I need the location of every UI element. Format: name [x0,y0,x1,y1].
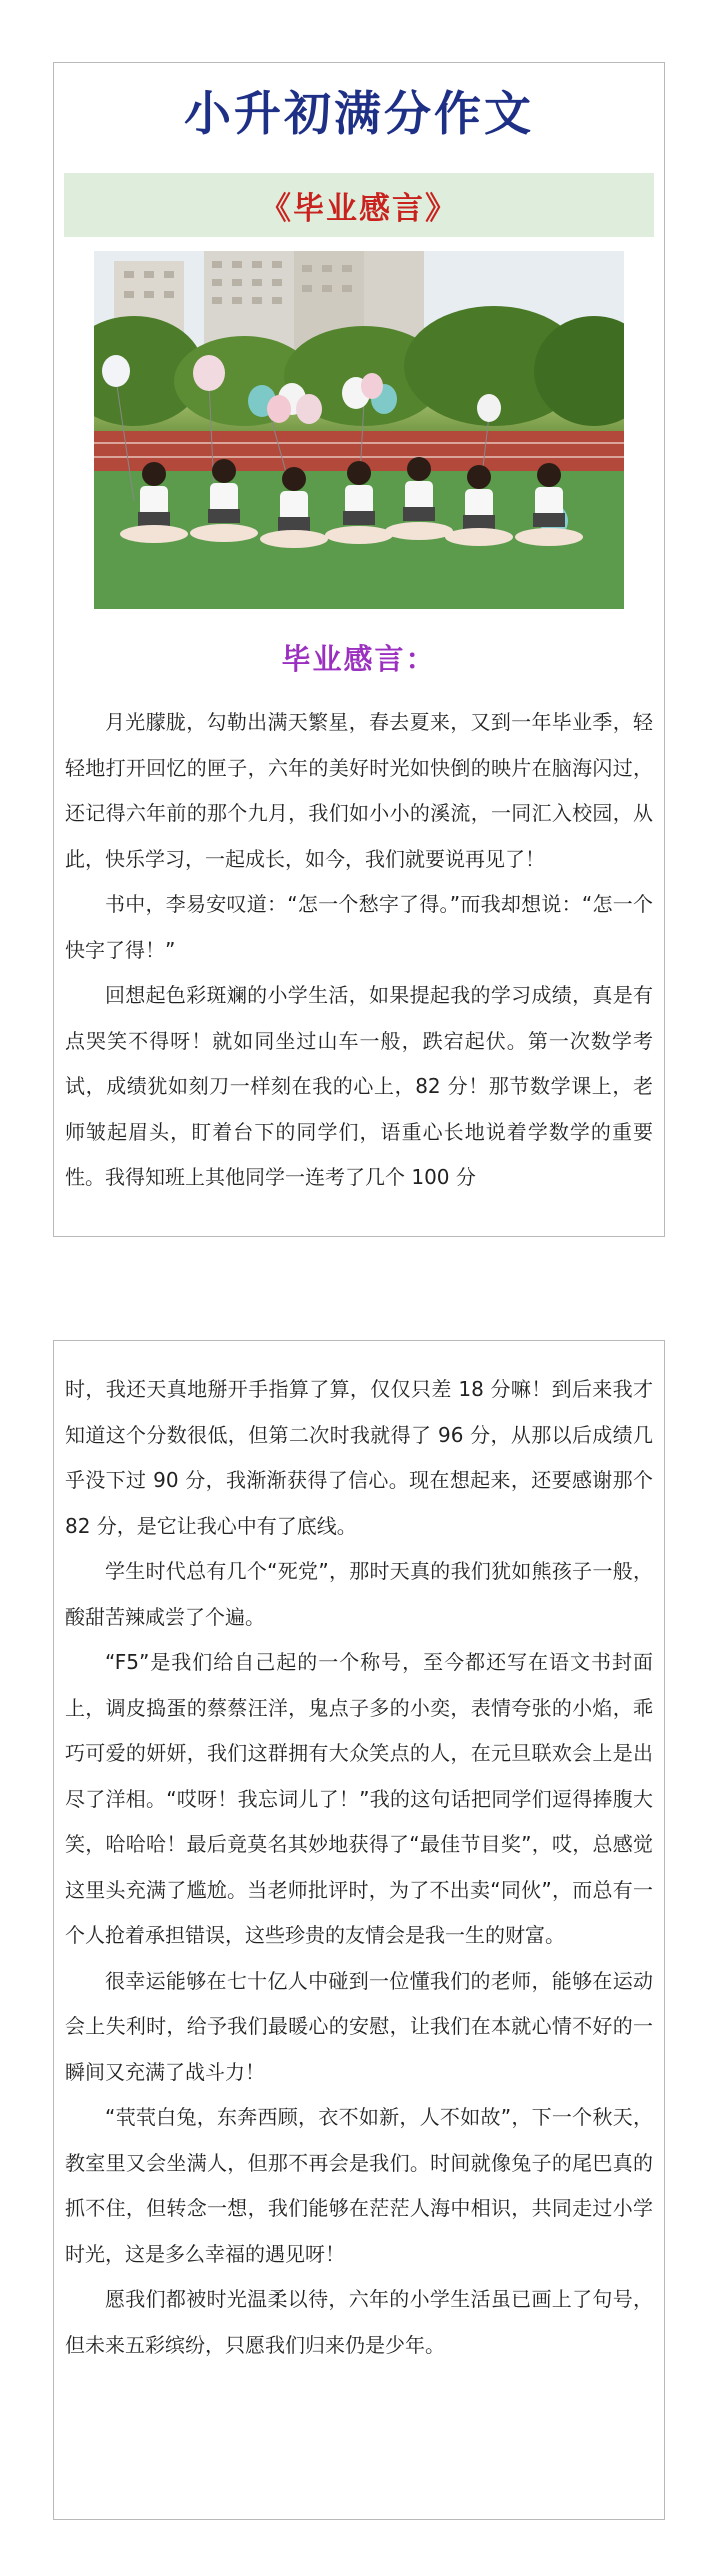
paragraph: 回想起色彩斑斓的小学生活，如果提起我的学习成绩，真是有点哭笑不得呀！就如同坐过山车一般，跌宕起伏。第一次数学考试，成绩犹如刻刀一样刻在我的心上，82 分！那节数学课上，老师皱起眉头，盯着台下的同学们，语重心长地说着学数学的重要性。我得知班上其他同学一连考了几个 100 分 [65,983,653,1189]
paragraph: 很幸运能够在七十亿人中碰到一位懂我们的老师，能够在运动会上失利时，给予我们最暖心的安慰，让我们在本就心情不好的一瞬间又充满了战斗力！ [65,1968,653,2084]
paragraph: 书中，李易安叹道：“怎一个愁字了得。”而我却想说：“怎一个快字了得！” [65,892,653,962]
paragraph: “F5”是我们给自己起的一个称号，至今都还写在语文书封面上，调皮捣蛋的蔡蔡汪洋，鬼点子多的小奕，表情夸张的小焰，乖巧可爱的妍妍，我们这群拥有大众笑点的人，在元旦联欢会上是出尽了洋相。“哎呀！我忘词儿了！”我的这句话把同学们逗得捧腹大笑，哈哈哈！最后竟莫名其妙地获得了“最佳节目奖”，哎，总感觉这里头充满了尴尬。当老师批评时，为了不出卖“同伙”，而总有一个人抢着承担错误，这些珍贵的友情会是我一生的财富。 [65,1650,653,1947]
section-heading: 毕业感言： [281,642,437,676]
article-page-1 [53,62,665,1237]
page-title: 小升初满分作文 [184,87,534,142]
paragraph: 学生时代总有几个“死党”，那时天真的我们犹如熊孩子一般，酸甜苦辣咸尝了个遍。 [65,1559,653,1629]
article-subtitle: 《毕业感言》 [260,190,458,227]
paragraph: “茕茕白兔，东奔西顾，衣不如新，人不如故”，下一个秋天，教室里又会坐满人，但那不再会是我们。时间就像兔子的尾巴真的抓不住，但转念一想，我们能够在茫茫人海中相识，共同走过小学时光，这是多么幸福的遇见呀！ [65,2105,653,2266]
paragraph: 月光朦胧，勾勒出满天繁星，春去夏来，又到一年毕业季，轻轻地打开回忆的匣子，六年的美好时光如快倒的映片在脑海闪过，还记得六年前的那个九月，我们如小小的溪流，一同汇入校园，从此，快乐学习，一起成长，如今，我们就要说再见了！ [65,710,653,871]
paragraph-continuation: 时，我还天真地掰开手指算了算，仅仅只差 18 分嘛！到后来我才知道这个分数很低，但第二次时我就得了 96 分，从那以后成绩几乎没下过 90 分，我渐渐获得了信心。现在想起来，还要感谢那个 82 分，是它让我心中有了底线。 [65,1377,653,1538]
subtitle-band [64,173,654,237]
article-body-page-1 [54,700,664,1201]
article-page-2 [53,1340,665,2520]
graduation-photo-illustration [94,251,624,609]
paragraph: 愿我们都被时光温柔以待，六年的小学生活虽已画上了句号，但未来五彩缤纷，只愿我们归来仍是少年。 [65,2287,653,2357]
article-body-page-2 [54,1367,664,2368]
graduation-photo [94,251,624,609]
